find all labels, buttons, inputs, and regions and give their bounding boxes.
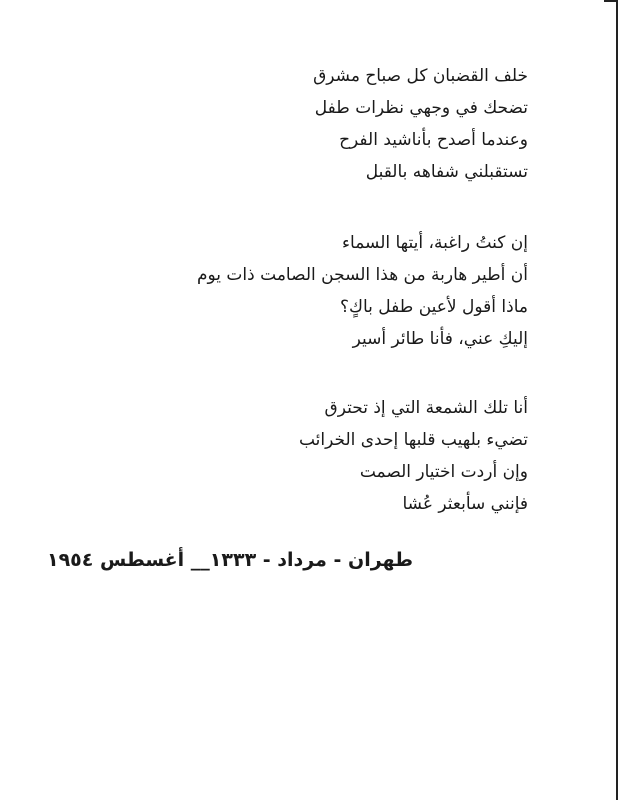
poem-line: ماذا أقول لأعين طفل باكٍ؟ — [339, 297, 528, 317]
poem-line: فإنني سأبعثر عُشا — [402, 494, 528, 514]
poem-line: تستقبلني شفاهه بالقبل — [365, 162, 528, 182]
place-date-signature: طهران - مرداد - ١٣٣٣__ أغسطس ١٩٥٤ — [46, 549, 413, 571]
poem-line: أن أطير هاربة من هذا السجن الصامت ذات يوم — [196, 265, 528, 285]
page-edge-line — [616, 0, 618, 800]
poem-line: إليكِ عني، فأنا طائر أسير — [352, 329, 528, 349]
poem-stanza-3 — [88, 392, 528, 520]
poem-stanza-2 — [88, 227, 528, 355]
poem-line: أنا تلك الشمعة التي إذ تحترق — [324, 398, 528, 418]
poem-line: وعندما أصدح بأناشيد الفرح — [339, 130, 528, 150]
poem-stanza-1 — [88, 60, 528, 188]
poem-line: وإن أردت اختيار الصمت — [359, 462, 528, 482]
poem-line: إن كنتُ راغبة، أيتها السماء — [342, 233, 528, 253]
poem-line: خلف القضبان كل صباح مشرق — [313, 66, 528, 86]
poem-line: تضيء بلهيب قلبها إحدى الخرائب — [298, 430, 528, 450]
poem-line: تضحك في وجهي نظرات طفل — [314, 98, 528, 118]
page-corner-line — [604, 0, 618, 2]
